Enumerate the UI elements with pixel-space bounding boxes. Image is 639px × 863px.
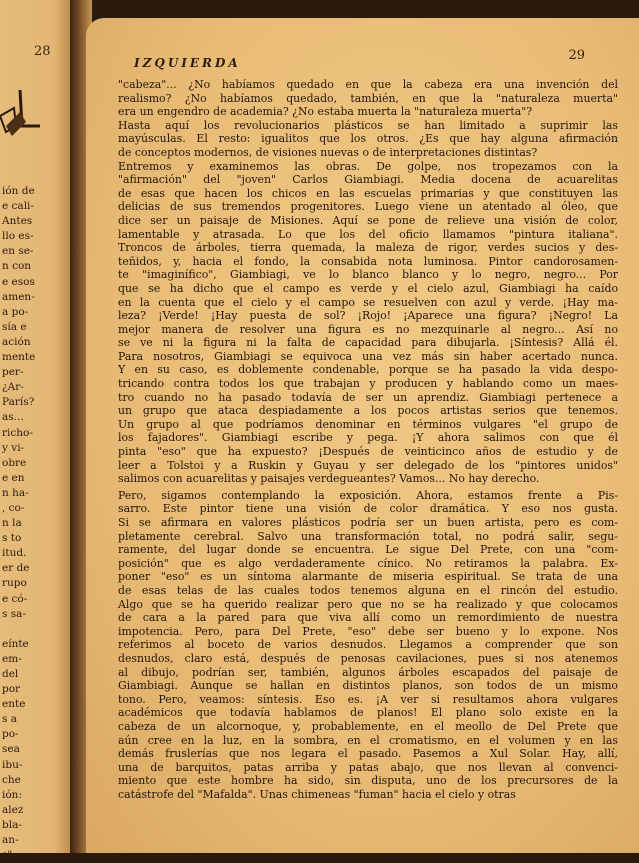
text-line: aún cree en la luz, en la sombra, en el cromatismo, en el volumen y en las bbox=[118, 733, 618, 747]
text-line: realismo? ¿No habíamos quedado, también, en que la "naturaleza muerta" bbox=[118, 91, 618, 105]
left-text-fragment: mente bbox=[2, 351, 36, 364]
text-line: tricando contra todos los que trabajan y producen y hablando como un maes- bbox=[118, 377, 618, 391]
left-text-fragment: s"; bbox=[2, 849, 16, 862]
left-text-fragment: en se- bbox=[2, 245, 34, 258]
left-text-fragment: n la bbox=[2, 517, 22, 530]
text-line: de conceptos modernos, de visiones nuevas o de interpretaciones distintas? bbox=[118, 145, 538, 159]
text-line: mejor manera de resolver una figura es no mezquinarle al negro... Así no bbox=[118, 322, 618, 336]
text-line: que se ha dicho que el campo es verde y el cielo azul, Giambiagi ha caído bbox=[118, 281, 618, 295]
left-text-fragment: Antes bbox=[2, 215, 33, 228]
text-line: tro cuando no ha pasado todavía de ser un aprendiz. Giambiagi pertenece a bbox=[118, 390, 618, 404]
right-page bbox=[86, 18, 639, 853]
text-line: de esas telas de las cuales todos tenemos alguna en el rincón del estudio. bbox=[118, 583, 618, 597]
left-page bbox=[0, 0, 78, 862]
text-line: al dibujo, podrían ser, también, algunos árboles escapados del paisaje de bbox=[118, 665, 618, 679]
text-line: de esas que hacen los chicos en las escuelas primarias y que constituyen las bbox=[118, 186, 618, 200]
left-text-fragment: po- bbox=[2, 728, 19, 741]
text-line: "afirmación" del "joven" Carlos Giambiagi. Media docena de acuarelitas bbox=[118, 173, 618, 187]
left-text-fragment: per- bbox=[2, 366, 24, 379]
text-line: teñidos, y, hacia el fondo, la consabida nota luminosa. Pintor candorosamen- bbox=[118, 254, 618, 268]
left-text-fragment: s to bbox=[2, 532, 22, 545]
left-text-fragment: as... bbox=[2, 411, 24, 424]
left-page-number: 28 bbox=[34, 44, 51, 59]
text-line: demás fruslerías que nos legara el pasado. Pasemos a Xul Solar. Hay, allí, bbox=[118, 747, 618, 761]
left-text-fragment: s sa- bbox=[2, 607, 26, 620]
text-line: Pero, sigamos contemplando la exposición. Ahora, estamos frente a Pis- bbox=[118, 488, 618, 502]
text-line: pinta "eso" que ha expuesto? ¡Después de veinticinco años de estudio y de bbox=[118, 445, 618, 459]
left-text-fragment: bla- bbox=[2, 818, 22, 831]
left-text-fragment: e esos bbox=[2, 275, 35, 288]
text-line: te "imaginífico", Giambiagi, ve lo blanco blanco y lo negro, negro... Por bbox=[118, 268, 618, 282]
text-line: los fajadores". Giambiagi escribe y pega. ¡Y ahora salimos con que él bbox=[118, 431, 618, 445]
left-text-fragment: e cali- bbox=[2, 200, 34, 213]
text-line: Para nosotros, Giambiagi se equivoca una vez más sin haber acertado nunca. bbox=[118, 349, 618, 363]
text-line: Troncos de árboles, tierra quemada, la maleza de rigor, verdes sucios y des- bbox=[118, 241, 618, 255]
left-text-fragment: alez bbox=[2, 803, 24, 816]
left-text-fragment: er de bbox=[2, 562, 30, 575]
left-text-fragment: che bbox=[2, 773, 21, 786]
left-text-fragment: sea bbox=[2, 743, 20, 756]
text-line: Algo que se ha querido realizar pero que no se ha realizado y que colocamos bbox=[118, 597, 618, 611]
text-line: catástrofe del "Mafalda". Unas chimeneas "fuman" hacia el cielo y otras bbox=[118, 787, 516, 801]
text-line: académicos que todavía hablamos de planos! El plano solo existe en la bbox=[118, 706, 618, 720]
left-text-fragment: llo es- bbox=[2, 230, 34, 243]
left-text-fragment: richo- bbox=[2, 426, 33, 439]
page-number: 29 bbox=[568, 48, 585, 63]
text-line: cabeza de un alcornoque, y, probablemente, en el meollo de Del Prete que bbox=[118, 719, 618, 733]
text-line: un grupo que ataca despiadamente a los pocos artistas serios que tenemos. bbox=[118, 404, 618, 418]
left-text-fragment: del bbox=[2, 668, 19, 680]
text-line: delicias de sus tremendos progenitores. Luego viene un atentado al óleo, que bbox=[118, 200, 618, 214]
text-line: pletamente cerebral. Salvo una transformación total, no podrá salir, segu- bbox=[118, 529, 618, 543]
text-line: "cabeza"... ¿No habíamos quedado en que la cabeza era una invención del bbox=[118, 78, 618, 91]
left-text-fragment: ibu- bbox=[2, 758, 23, 771]
text-line: de cara a la pared para que viva allí como un remordimiento de nuestra bbox=[118, 611, 618, 625]
left-text-fragment: sía e bbox=[2, 320, 27, 333]
left-page-illustration bbox=[0, 86, 44, 150]
left-text-fragment: ión de bbox=[2, 185, 35, 197]
left-text-fragment: e en bbox=[2, 471, 25, 484]
left-text-fragment: ación bbox=[2, 335, 31, 348]
left-text-fragment: ente bbox=[2, 698, 26, 711]
text-line: referimos al boceto de varios desnudos. Llegamos a comprender que son bbox=[118, 638, 618, 652]
text-line: Entremos y examinemos las obras. De golpe, nos tropezamos con la bbox=[118, 159, 618, 173]
text-line: Giambiagi. Aunque se hallan en distintos planos, son todos de un mismo bbox=[118, 679, 618, 693]
text-line: en la cuenta que el cielo y el campo se resuelven con azul y verde. ¡Hay ma- bbox=[118, 295, 618, 309]
left-text-fragment: y vi- bbox=[2, 441, 25, 454]
text-line: Un grupo al que podríamos denominar en términos vulgares "el grupo de bbox=[118, 417, 618, 431]
text-line: mayúsculas. El resto: igualitos que los otros. ¿Es que hay alguna afirmación bbox=[118, 132, 618, 146]
text-line: una de barquitos, patas arriba y patas abajo, que nos llevan al convenci- bbox=[118, 760, 618, 774]
left-text-fragment: em- bbox=[2, 652, 22, 665]
text-line: Y en su caso, es doblemente condenable, porque se ha pasado la vida despo- bbox=[118, 363, 618, 377]
text-line: sarro. Este pintor tiene una visión de color dramática. Y eso nos gusta. bbox=[118, 502, 618, 516]
text-line: desnudos, claro está, después de penosas cavilaciones, pues si nos atenemos bbox=[118, 651, 618, 665]
left-text-fragment: amen- bbox=[2, 290, 35, 303]
text-line: leer a Tolstoi y a Ruskin y Guyau y ser delegado de los "pintores unidos" bbox=[118, 458, 618, 472]
text-line: tono. Pero, veamos: síntesis. Eso es. ¡A ver si resultamos ahora vulgares bbox=[118, 692, 618, 706]
text-line: salimos con acuarelitas y paisajes verdegueantes? Vamos... No hay derecho. bbox=[118, 472, 540, 486]
left-text-fragment: ión: bbox=[2, 788, 22, 801]
left-text-fragment: ¿Ar- bbox=[2, 381, 24, 394]
left-text-fragment: , co- bbox=[2, 501, 25, 514]
left-text-fragment: an- bbox=[2, 834, 19, 847]
text-line: dice ser un paisaje de Misiones. Aquí se pone de relieve una visión de color, bbox=[118, 213, 618, 227]
left-text-fragment: por bbox=[2, 683, 21, 696]
left-text-fragment: n con bbox=[2, 260, 32, 273]
left-text-fragment: a po- bbox=[2, 305, 29, 318]
left-text-fragment: eínte bbox=[2, 637, 29, 650]
body-text bbox=[118, 78, 618, 801]
left-text-fragment: e có- bbox=[2, 592, 28, 605]
text-line: era un engendro de academia? ¿No estaba muerta la "naturaleza muerta"? bbox=[118, 105, 533, 119]
text-line: impotencia. Pero, para Del Prete, "eso" debe ser bueno y lo expone. Nos bbox=[118, 624, 618, 638]
text-line: Si se afirmara en valores plásticos podría ser un buen artista, pero es com- bbox=[118, 516, 618, 529]
left-text-fragment: París? bbox=[2, 396, 35, 409]
text-line: lamentable y atrasada. Lo que los del oficio llamamos "pintura italiana". bbox=[118, 227, 618, 241]
left-text-fragment: rupo bbox=[2, 577, 27, 590]
text-line: ramente, del lugar donde se encuentra. Le sigue Del Prete, con una "com- bbox=[118, 543, 618, 557]
left-text-fragment: obre bbox=[2, 456, 27, 469]
left-text-fragment: s a bbox=[2, 713, 17, 726]
text-line: se ve ni la figura ni la falta de capacidad para dibujarla. ¡Síntesis? Allá él. bbox=[118, 336, 618, 350]
running-head: IZQUIERDA bbox=[134, 56, 241, 70]
text-line: poner "eso" es un síntoma alarmante de miseria espiritual. Se trata de una bbox=[118, 570, 618, 584]
text-line: leza? ¡Verde! ¡Hay puesta de sol? ¡Rojo! ¡Aparece una figura? ¡Negro! La bbox=[118, 309, 618, 323]
left-text-fragment: n ha- bbox=[2, 486, 29, 499]
text-line: Hasta aquí los revolucionarios plásticos se han limitado a suprimir las bbox=[118, 118, 618, 132]
text-line: posición" que es algo verdaderamente cínico. No retiramos la palabra. Ex- bbox=[118, 556, 618, 570]
left-text-fragment: itud. bbox=[2, 547, 27, 560]
text-line: miento que este hombre ha sido, sin disputa, uno de los precursores de la bbox=[118, 774, 618, 788]
